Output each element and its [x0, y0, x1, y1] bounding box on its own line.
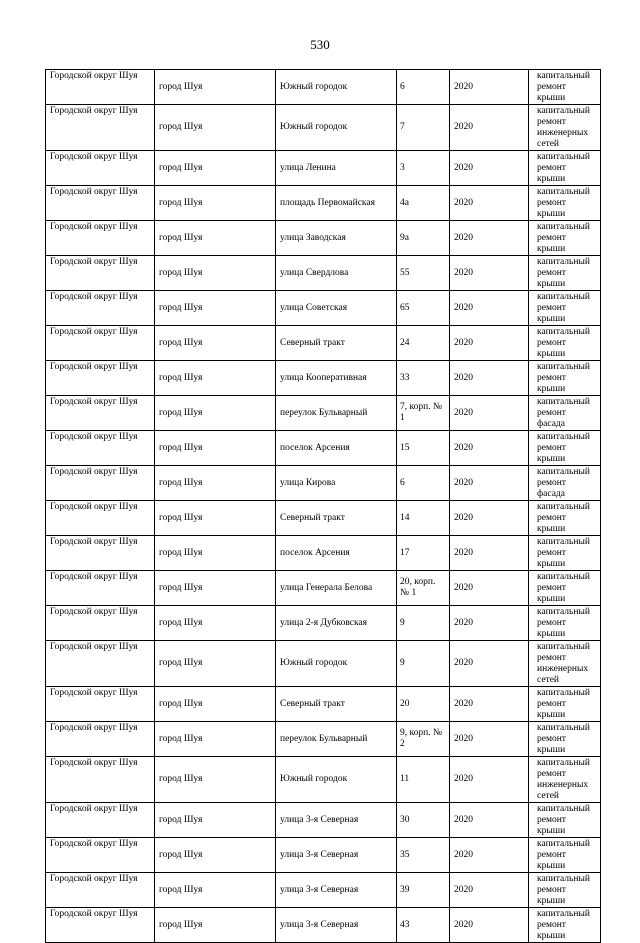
work-type-cell: капитальный ремонт крыши: [529, 186, 601, 221]
house-number-cell: 33: [397, 361, 450, 396]
work-type-cell: капитальный ремонт крыши: [529, 326, 601, 361]
work-type-cell: капитальный ремонт крыши: [529, 256, 601, 291]
street-cell: улица 3-я Северная: [276, 873, 397, 908]
house-number-cell: 17: [397, 536, 450, 571]
work-type-cell: капитальный ремонт инженерных сетей: [529, 641, 601, 687]
house-number-cell: 20: [397, 687, 450, 722]
locality-cell: город Шуя: [155, 687, 276, 722]
municipality-cell: Городской округ Шуя: [46, 361, 155, 396]
table-row: [46, 431, 601, 466]
table-row: [46, 641, 601, 687]
work-type-cell: капитальный ремонт крыши: [529, 908, 601, 943]
table-row: [46, 722, 601, 757]
table-row: [46, 466, 601, 501]
year-cell: 2020: [450, 757, 529, 803]
locality-cell: город Шуя: [155, 466, 276, 501]
street-cell: Южный городок: [276, 757, 397, 803]
year-cell: 2020: [450, 105, 529, 151]
house-number-cell: 3: [397, 151, 450, 186]
municipality-cell: Городской округ Шуя: [46, 873, 155, 908]
street-cell: Южный городок: [276, 105, 397, 151]
table-row: [46, 326, 601, 361]
locality-cell: город Шуя: [155, 757, 276, 803]
street-cell: улица 2-я Дубковская: [276, 606, 397, 641]
year-cell: 2020: [450, 536, 529, 571]
year-cell: 2020: [450, 606, 529, 641]
street-cell: улица Кооперативная: [276, 361, 397, 396]
street-cell: поселок Арсения: [276, 431, 397, 466]
table-row: [46, 396, 601, 431]
work-type-cell: капитальный ремонт крыши: [529, 687, 601, 722]
house-number-cell: 35: [397, 838, 450, 873]
municipality-cell: Городской округ Шуя: [46, 722, 155, 757]
street-cell: улица Кирова: [276, 466, 397, 501]
house-number-cell: 4а: [397, 186, 450, 221]
table-row: [46, 70, 601, 105]
municipality-cell: Городской округ Шуя: [46, 70, 155, 105]
municipality-cell: Городской округ Шуя: [46, 186, 155, 221]
house-number-cell: 30: [397, 803, 450, 838]
table-row: [46, 105, 601, 151]
street-cell: улица Генерала Белова: [276, 571, 397, 606]
work-type-cell: капитальный ремонт крыши: [529, 431, 601, 466]
year-cell: 2020: [450, 326, 529, 361]
locality-cell: город Шуя: [155, 431, 276, 466]
table-row: [46, 803, 601, 838]
year-cell: 2020: [450, 687, 529, 722]
locality-cell: город Шуя: [155, 873, 276, 908]
year-cell: 2020: [450, 501, 529, 536]
street-cell: улица Свердлова: [276, 256, 397, 291]
locality-cell: город Шуя: [155, 326, 276, 361]
locality-cell: город Шуя: [155, 221, 276, 256]
work-type-cell: капитальный ремонт крыши: [529, 536, 601, 571]
municipality-cell: Городской округ Шуя: [46, 151, 155, 186]
locality-cell: город Шуя: [155, 641, 276, 687]
street-cell: улица Советская: [276, 291, 397, 326]
table-row: [46, 291, 601, 326]
work-type-cell: капитальный ремонт крыши: [529, 361, 601, 396]
street-cell: Южный городок: [276, 70, 397, 105]
work-type-cell: капитальный ремонт инженерных сетей: [529, 757, 601, 803]
work-type-cell: капитальный ремонт инженерных сетей: [529, 105, 601, 151]
municipality-cell: Городской округ Шуя: [46, 838, 155, 873]
work-type-cell: капитальный ремонт крыши: [529, 722, 601, 757]
table-row: [46, 186, 601, 221]
locality-cell: город Шуя: [155, 291, 276, 326]
municipality-cell: Городской округ Шуя: [46, 256, 155, 291]
page-number: 530: [310, 37, 330, 52]
year-cell: 2020: [450, 431, 529, 466]
locality-cell: город Шуя: [155, 908, 276, 943]
year-cell: 2020: [450, 873, 529, 908]
table-row: [46, 757, 601, 803]
municipality-cell: Городской округ Шуя: [46, 687, 155, 722]
year-cell: 2020: [450, 571, 529, 606]
table-row: [46, 606, 601, 641]
house-number-cell: 7: [397, 105, 450, 151]
locality-cell: город Шуя: [155, 536, 276, 571]
street-cell: Южный городок: [276, 641, 397, 687]
table-row: [46, 221, 601, 256]
locality-cell: город Шуя: [155, 256, 276, 291]
locality-cell: город Шуя: [155, 803, 276, 838]
street-cell: улица Заводская: [276, 221, 397, 256]
street-cell: улица 3-я Северная: [276, 803, 397, 838]
street-cell: Северный тракт: [276, 326, 397, 361]
year-cell: 2020: [450, 641, 529, 687]
street-cell: переулок Бульварный: [276, 722, 397, 757]
street-cell: Северный тракт: [276, 687, 397, 722]
work-type-cell: капитальный ремонт фасада: [529, 466, 601, 501]
house-number-cell: 9, корп. № 2: [397, 722, 450, 757]
locality-cell: город Шуя: [155, 571, 276, 606]
municipality-cell: Городской округ Шуя: [46, 536, 155, 571]
work-type-cell: капитальный ремонт крыши: [529, 151, 601, 186]
house-number-cell: 6: [397, 70, 450, 105]
locality-cell: город Шуя: [155, 722, 276, 757]
table-row: [46, 571, 601, 606]
street-cell: улица 3-я Северная: [276, 838, 397, 873]
municipality-cell: Городской округ Шуя: [46, 757, 155, 803]
house-number-cell: 55: [397, 256, 450, 291]
street-cell: улица 3-я Северная: [276, 908, 397, 943]
house-number-cell: 9а: [397, 221, 450, 256]
locality-cell: город Шуя: [155, 186, 276, 221]
street-cell: площадь Первомайская: [276, 186, 397, 221]
municipality-cell: Городской округ Шуя: [46, 501, 155, 536]
house-number-cell: 6: [397, 466, 450, 501]
municipality-cell: Городской округ Шуя: [46, 431, 155, 466]
work-type-cell: капитальный ремонт крыши: [529, 221, 601, 256]
work-type-cell: капитальный ремонт крыши: [529, 873, 601, 908]
table-row: [46, 256, 601, 291]
house-number-cell: 15: [397, 431, 450, 466]
work-type-cell: капитальный ремонт крыши: [529, 838, 601, 873]
year-cell: 2020: [450, 186, 529, 221]
year-cell: 2020: [450, 908, 529, 943]
street-cell: Северный тракт: [276, 501, 397, 536]
house-number-cell: 65: [397, 291, 450, 326]
municipality-cell: Городской округ Шуя: [46, 291, 155, 326]
year-cell: 2020: [450, 466, 529, 501]
work-type-cell: капитальный ремонт фасада: [529, 396, 601, 431]
year-cell: 2020: [450, 256, 529, 291]
work-type-cell: капитальный ремонт крыши: [529, 606, 601, 641]
locality-cell: город Шуя: [155, 501, 276, 536]
house-number-cell: 14: [397, 501, 450, 536]
table-row: [46, 361, 601, 396]
year-cell: 2020: [450, 291, 529, 326]
locality-cell: город Шуя: [155, 151, 276, 186]
year-cell: 2020: [450, 838, 529, 873]
municipality-cell: Городской округ Шуя: [46, 571, 155, 606]
house-number-cell: 43: [397, 908, 450, 943]
work-type-cell: капитальный ремонт крыши: [529, 501, 601, 536]
year-cell: 2020: [450, 803, 529, 838]
work-type-cell: капитальный ремонт крыши: [529, 291, 601, 326]
work-type-cell: капитальный ремонт крыши: [529, 70, 601, 105]
municipality-cell: Городской округ Шуя: [46, 396, 155, 431]
house-number-cell: 9: [397, 641, 450, 687]
locality-cell: город Шуя: [155, 361, 276, 396]
work-type-cell: капитальный ремонт крыши: [529, 571, 601, 606]
house-number-cell: 9: [397, 606, 450, 641]
municipality-cell: Городской округ Шуя: [46, 221, 155, 256]
municipality-cell: Городской округ Шуя: [46, 908, 155, 943]
table-row: [46, 908, 601, 943]
municipality-cell: Городской округ Шуя: [46, 326, 155, 361]
year-cell: 2020: [450, 361, 529, 396]
locality-cell: город Шуя: [155, 606, 276, 641]
year-cell: 2020: [450, 151, 529, 186]
house-number-cell: 39: [397, 873, 450, 908]
municipality-cell: Городской округ Шуя: [46, 641, 155, 687]
house-number-cell: 7, корп. № 1: [397, 396, 450, 431]
year-cell: 2020: [450, 722, 529, 757]
municipality-cell: Городской округ Шуя: [46, 606, 155, 641]
table-row: [46, 838, 601, 873]
locality-cell: город Шуя: [155, 70, 276, 105]
table-row: [46, 151, 601, 186]
street-cell: переулок Бульварный: [276, 396, 397, 431]
house-number-cell: 11: [397, 757, 450, 803]
table-row: [46, 536, 601, 571]
work-type-cell: капитальный ремонт крыши: [529, 803, 601, 838]
house-number-cell: 24: [397, 326, 450, 361]
repair-schedule-table: [45, 69, 601, 943]
house-number-cell: 20, корп. № 1: [397, 571, 450, 606]
year-cell: 2020: [450, 70, 529, 105]
locality-cell: город Шуя: [155, 105, 276, 151]
street-cell: поселок Арсения: [276, 536, 397, 571]
table-row: [46, 687, 601, 722]
table-row: [46, 501, 601, 536]
municipality-cell: Городской округ Шуя: [46, 466, 155, 501]
locality-cell: город Шуя: [155, 838, 276, 873]
municipality-cell: Городской округ Шуя: [46, 803, 155, 838]
municipality-cell: Городской округ Шуя: [46, 105, 155, 151]
year-cell: 2020: [450, 221, 529, 256]
table-row: [46, 873, 601, 908]
street-cell: улица Ленина: [276, 151, 397, 186]
locality-cell: город Шуя: [155, 396, 276, 431]
year-cell: 2020: [450, 396, 529, 431]
